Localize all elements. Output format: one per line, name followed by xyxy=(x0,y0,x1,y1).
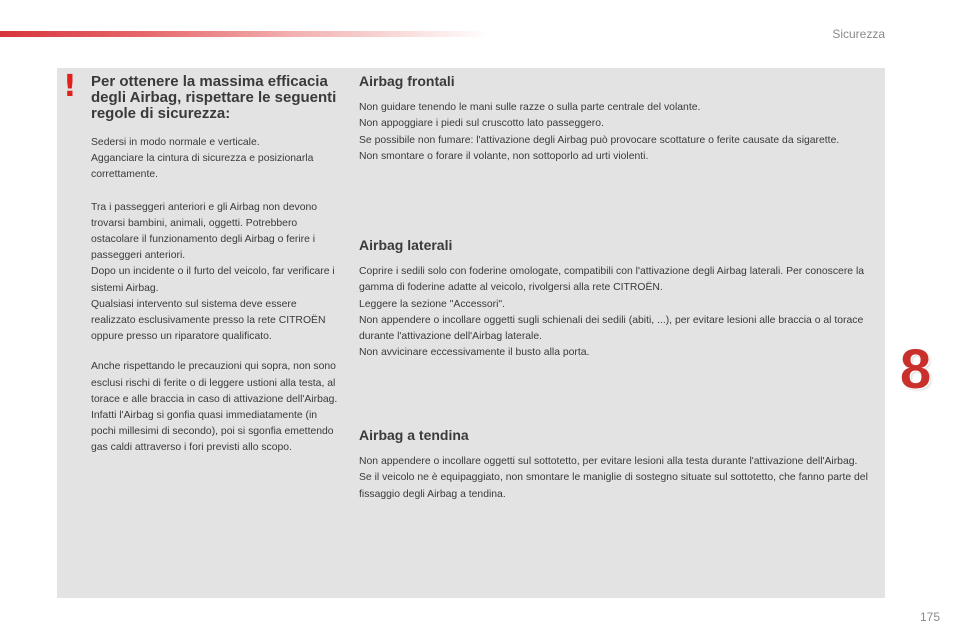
section-heading: Airbag frontali xyxy=(359,73,455,89)
safety-rules-column xyxy=(91,74,341,457)
section-text: Non guidare tenendo le mani sulle razze o sulla parte centrale del volante. Non appoggiare i piedi sul cruscotto lato passeggero. Se possibile non fumare: l'attivazione degli Airbag può provocare scottature o ferite causate da sigarette. Non smontare o forare il volante, non sottoporlo ad urti violenti. xyxy=(359,102,840,162)
section-title: Sicurezza xyxy=(832,27,885,41)
safety-rules-paragraph: Sedersi in modo normale e verticale. Agganciare la cintura di sicurezza e posizionarla correttamente. xyxy=(91,137,314,181)
safety-rules-heading: Per ottenere la massima efficacia degli Airbag, rispettare le seguenti regole di sicurezza: xyxy=(91,73,337,122)
chapter-number: 8 xyxy=(900,337,932,400)
section-airbag-frontali xyxy=(359,73,871,165)
exclamation-icon: ! xyxy=(63,69,77,104)
section-airbag-a-tendina xyxy=(359,427,871,503)
section-text: Non appendere o incollare oggetti sul sottotetto, per evitare lesioni alla testa durante l'attivazione dell'Airbag. Se il veicolo ne è equipaggiato, non smontare le maniglie di sostegno situate sul sottotetto, che fanno parte del fissaggio degli Airbag a tendina. xyxy=(359,456,868,500)
section-airbag-laterali xyxy=(359,237,871,362)
section-heading: Airbag a tendina xyxy=(359,427,469,443)
section-heading: Airbag laterali xyxy=(359,237,453,253)
page-number: 175 xyxy=(919,610,940,624)
safety-rules-paragraph: Tra i passeggeri anteriori e gli Airbag non devono trovarsi bambini, animali, oggetti. Potrebbero ostacolare il funzionamento degli Airbag o ferire i passeggeri anteriori. Dopo un incidente o il furto del veicolo, far verificare i sistemi Airbag. Qualsiasi intervento sul sistema deve essere realizzato esclusivamente presso la rete CITROËN oppure presso un riparatore qualificato. xyxy=(91,201,335,343)
header-accent-bar xyxy=(0,31,490,37)
safety-rules-paragraph: Anche rispettando le precauzioni qui sopra, non sono esclusi rischi di ferite o di leggere ustioni alla testa, al torace e alle braccia in caso di attivazione dell'Airbag. Infatti l'Airbag si gonfia quasi immediatamente (in pochi millesimi di secondo), poi si sgonfia emettendo gas caldi attraverso i fori previsti allo scopo. xyxy=(91,361,338,454)
section-text: Coprire i sedili solo con foderine omologate, compatibili con l'attivazione degli Airbag laterali. Per conoscere la gamma di foderine adatte al veicolo, rivolgersi alla rete CITROËN. Leggere la sezione "Accessori". Non appendere o incollare oggetti sugli schienali dei sedili (abiti, ...), per evitare lesioni alle braccia o al torace durante l'attivazione dell'Airbag laterale. Non avvicinare eccessivamente il busto alla porta. xyxy=(359,266,865,359)
